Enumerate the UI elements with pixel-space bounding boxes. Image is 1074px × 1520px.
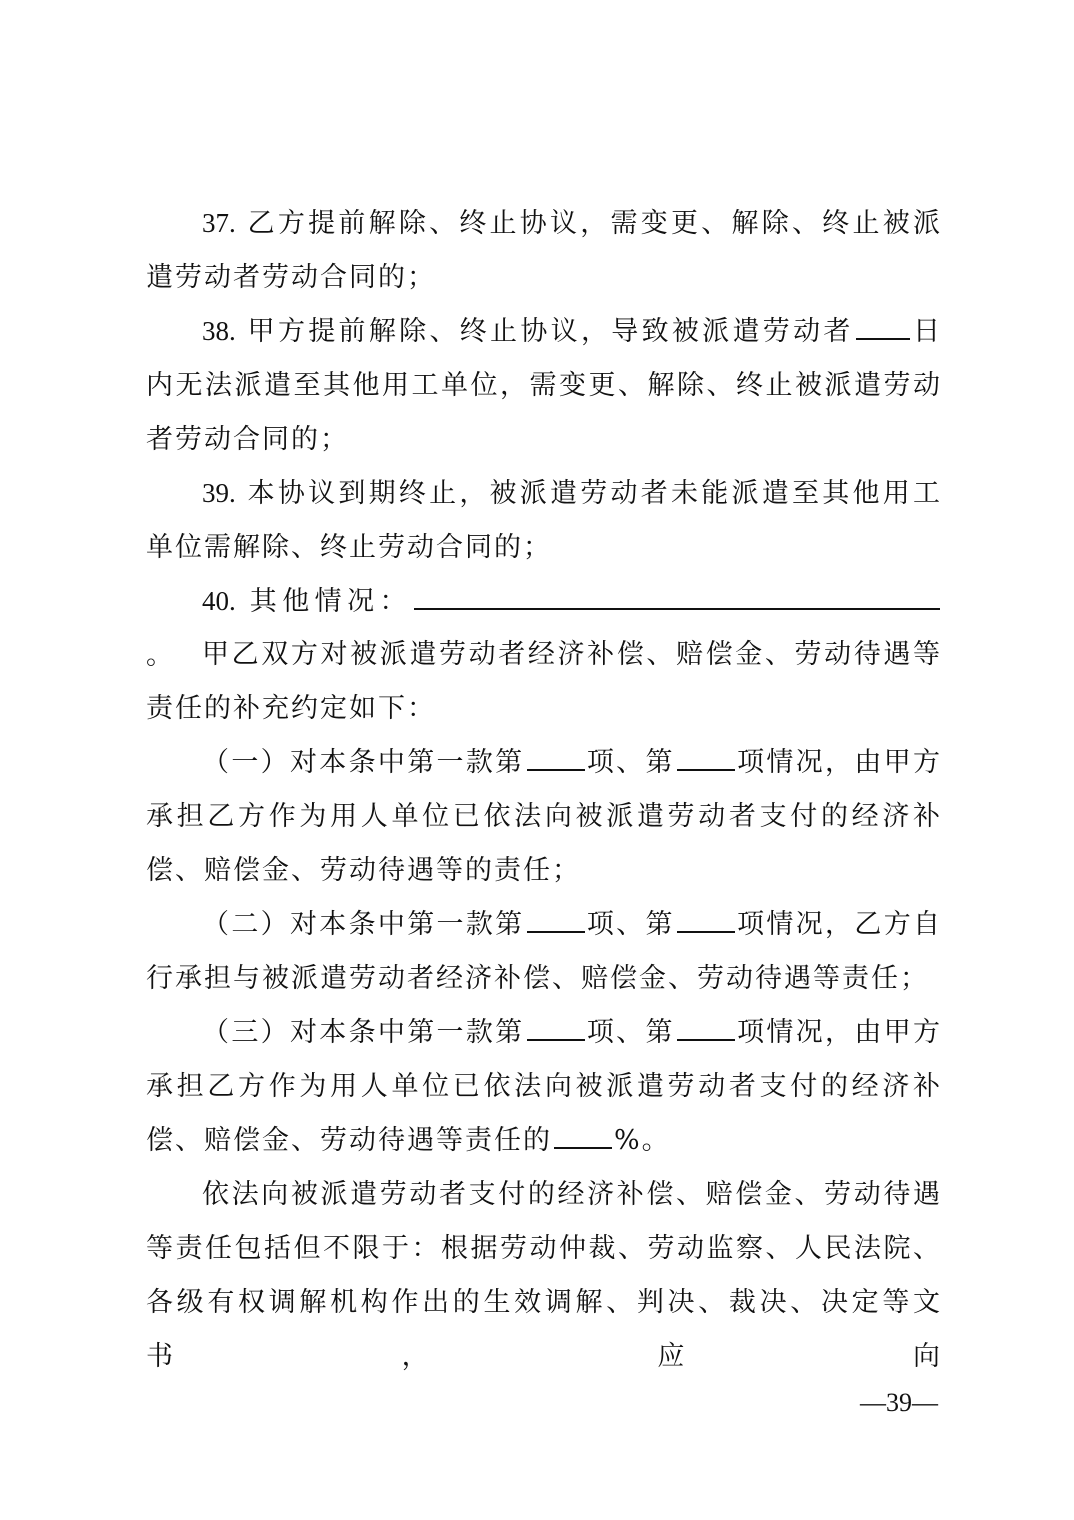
item-text-a: （二）对本条中第一款第: [202, 909, 525, 940]
clause-text-part-b: 日内无法派遣至其他用工单位，需变更、解除、终止被派遣劳动者劳动合同的；: [146, 316, 943, 455]
item-text-d: %。: [614, 1125, 671, 1156]
clause-39: [146, 466, 942, 575]
item-text-b: 项、第: [586, 909, 675, 940]
item-text-c: 项情况，由甲方承担乙方作为用人单位已依法向被派遣劳动者支付的经济补偿、赔偿金、劳动待遇等责任的: [146, 1017, 943, 1156]
clause-end: 。: [146, 640, 175, 671]
clause-text-part-a: 甲方提前解除、终止协议，导致被派遣劳动者: [247, 316, 854, 347]
clause-number: 39.: [202, 478, 236, 508]
item-text-a: （一）对本条中第一款第: [202, 747, 525, 778]
item-text-c: 项情况，由甲方承担乙方作为用人单位已依法向被派遣劳动者支付的经济补偿、赔偿金、劳动待遇等的责任；: [146, 747, 943, 886]
clause-number: 40.: [202, 586, 236, 616]
item-text-b: 项、第: [586, 747, 675, 778]
item-blank-1: [527, 1019, 585, 1041]
item-text-c: 项情况，乙方自行承担与被派遣劳动者经济补偿、赔偿金、劳动待遇等责任；: [146, 909, 943, 994]
other-situation-blank: [414, 588, 940, 610]
item-blank-2: [677, 911, 735, 933]
supplement-paragraph: [146, 628, 942, 736]
item-3: [146, 1006, 942, 1168]
item-blank-1: [527, 911, 585, 933]
clause-text: 其他情况：: [249, 586, 412, 617]
clause-37: [146, 196, 942, 305]
item-text-a: （三）对本条中第一款第: [202, 1017, 525, 1048]
closing-text: 依法向被派遣劳动者支付的经济补偿、赔偿金、劳动待遇等责任包括但不限于：根据劳动仲裁、劳动监察、人民法院、各级有权调解机构作出的生效调解、判决、裁决、决定等文书，应向: [146, 1179, 942, 1372]
item-blank-2: [677, 749, 735, 771]
days-blank: [856, 318, 910, 340]
item-1: [146, 736, 942, 898]
item-text-b: 项、第: [586, 1017, 675, 1048]
clause-38: [146, 304, 942, 467]
clause-text: 乙方提前解除、终止协议，需变更、解除、终止被派遣劳动者劳动合同的；: [146, 208, 943, 293]
page-number: —39—: [860, 1388, 938, 1417]
supplement-text: 甲乙双方对被派遣劳动者经济补偿、赔偿金、劳动待遇等责任的补充约定如下：: [146, 639, 942, 724]
item-blank-1: [527, 749, 585, 771]
item-blank-2: [677, 1019, 735, 1041]
clause-text: 本协议到期终止，被派遣劳动者未能派遣至其他用工单位需解除、终止劳动合同的；: [146, 478, 943, 563]
closing-paragraph: [146, 1168, 942, 1384]
clause-number: 38.: [202, 316, 236, 346]
clause-number: 37.: [202, 208, 236, 238]
percent-blank: [554, 1127, 612, 1149]
item-2: [146, 898, 942, 1006]
